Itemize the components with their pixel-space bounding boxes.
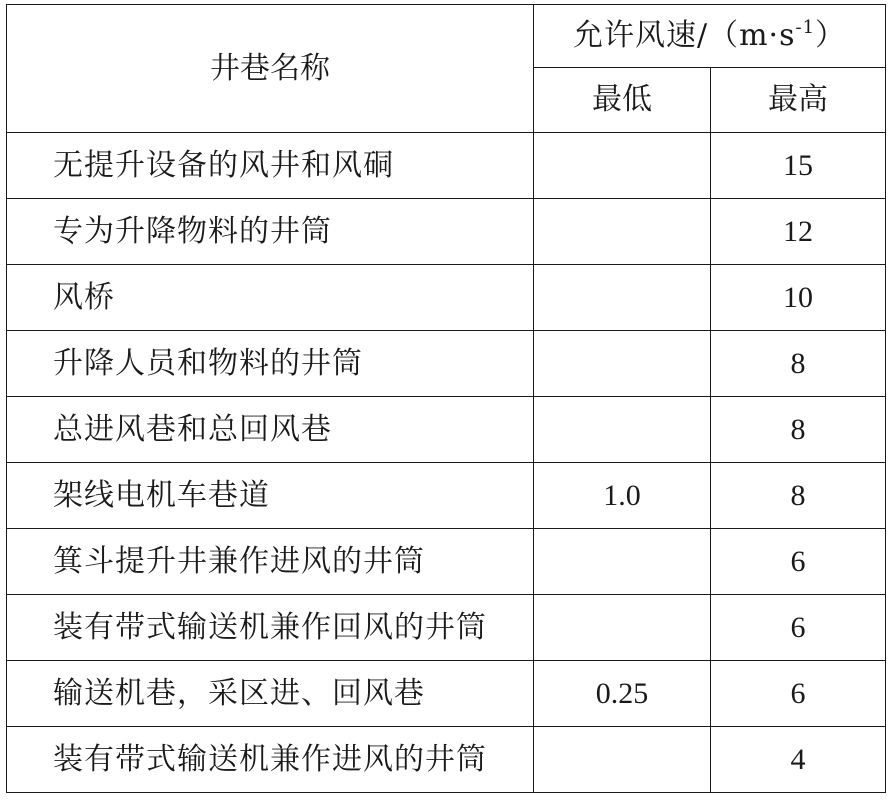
- header-unit-exponent: -1: [795, 17, 816, 38]
- header-allowed-wind-speed-text: 允许风速/（m·s: [572, 18, 796, 53]
- table-row: [7, 133, 886, 199]
- min-speed-cell: [534, 331, 711, 397]
- roadway-name-cell: 升降人员和物料的井筒: [7, 331, 534, 397]
- roadway-name-cell: 风桥: [7, 265, 534, 331]
- min-speed-cell: [534, 595, 711, 661]
- table-row: [7, 595, 886, 661]
- table-row: [7, 265, 886, 331]
- allowed-wind-speed-table: [6, 4, 886, 793]
- table-row: [7, 199, 886, 265]
- header-maximum: 最高: [711, 68, 886, 133]
- max-speed-cell: 6: [711, 661, 886, 727]
- table-row: [7, 331, 886, 397]
- max-speed-cell: 6: [711, 595, 886, 661]
- max-speed-cell: 4: [711, 727, 886, 793]
- roadway-name-cell: 无提升设备的风井和风硐: [7, 133, 534, 199]
- max-speed-cell: 12: [711, 199, 886, 265]
- max-speed-cell: 15: [711, 133, 886, 199]
- min-speed-cell: [534, 133, 711, 199]
- min-speed-cell: [534, 529, 711, 595]
- table-row: [7, 727, 886, 793]
- max-speed-cell: 8: [711, 463, 886, 529]
- min-speed-cell: [534, 265, 711, 331]
- min-speed-cell: [534, 397, 711, 463]
- table-row: [7, 529, 886, 595]
- roadway-name-cell: 装有带式输送机兼作进风的井筒: [7, 727, 534, 793]
- min-speed-cell: [534, 199, 711, 265]
- roadway-name-cell: 总进风巷和总回风巷: [7, 397, 534, 463]
- header-close-paren: ）: [815, 18, 847, 53]
- roadway-name-cell: 架线电机车巷道: [7, 463, 534, 529]
- min-speed-cell: 0.25: [534, 661, 711, 727]
- table-row: [7, 463, 886, 529]
- roadway-name-cell: 装有带式输送机兼作回风的井筒: [7, 595, 534, 661]
- min-speed-cell: [534, 727, 711, 793]
- roadway-name-cell: 专为升降物料的井筒: [7, 199, 534, 265]
- roadway-name-cell: 输送机巷，采区进、回风巷: [7, 661, 534, 727]
- max-speed-cell: 6: [711, 529, 886, 595]
- min-speed-cell: 1.0: [534, 463, 711, 529]
- roadway-name-cell: 箕斗提升井兼作进风的井筒: [7, 529, 534, 595]
- header-roadway-name: 井巷名称: [7, 5, 534, 133]
- max-speed-cell: 8: [711, 331, 886, 397]
- max-speed-cell: 10: [711, 265, 886, 331]
- table-row: [7, 661, 886, 727]
- header-allowed-wind-speed: [534, 5, 886, 68]
- table-row: [7, 397, 886, 463]
- max-speed-cell: 8: [711, 397, 886, 463]
- header-minimum: 最低: [534, 68, 711, 133]
